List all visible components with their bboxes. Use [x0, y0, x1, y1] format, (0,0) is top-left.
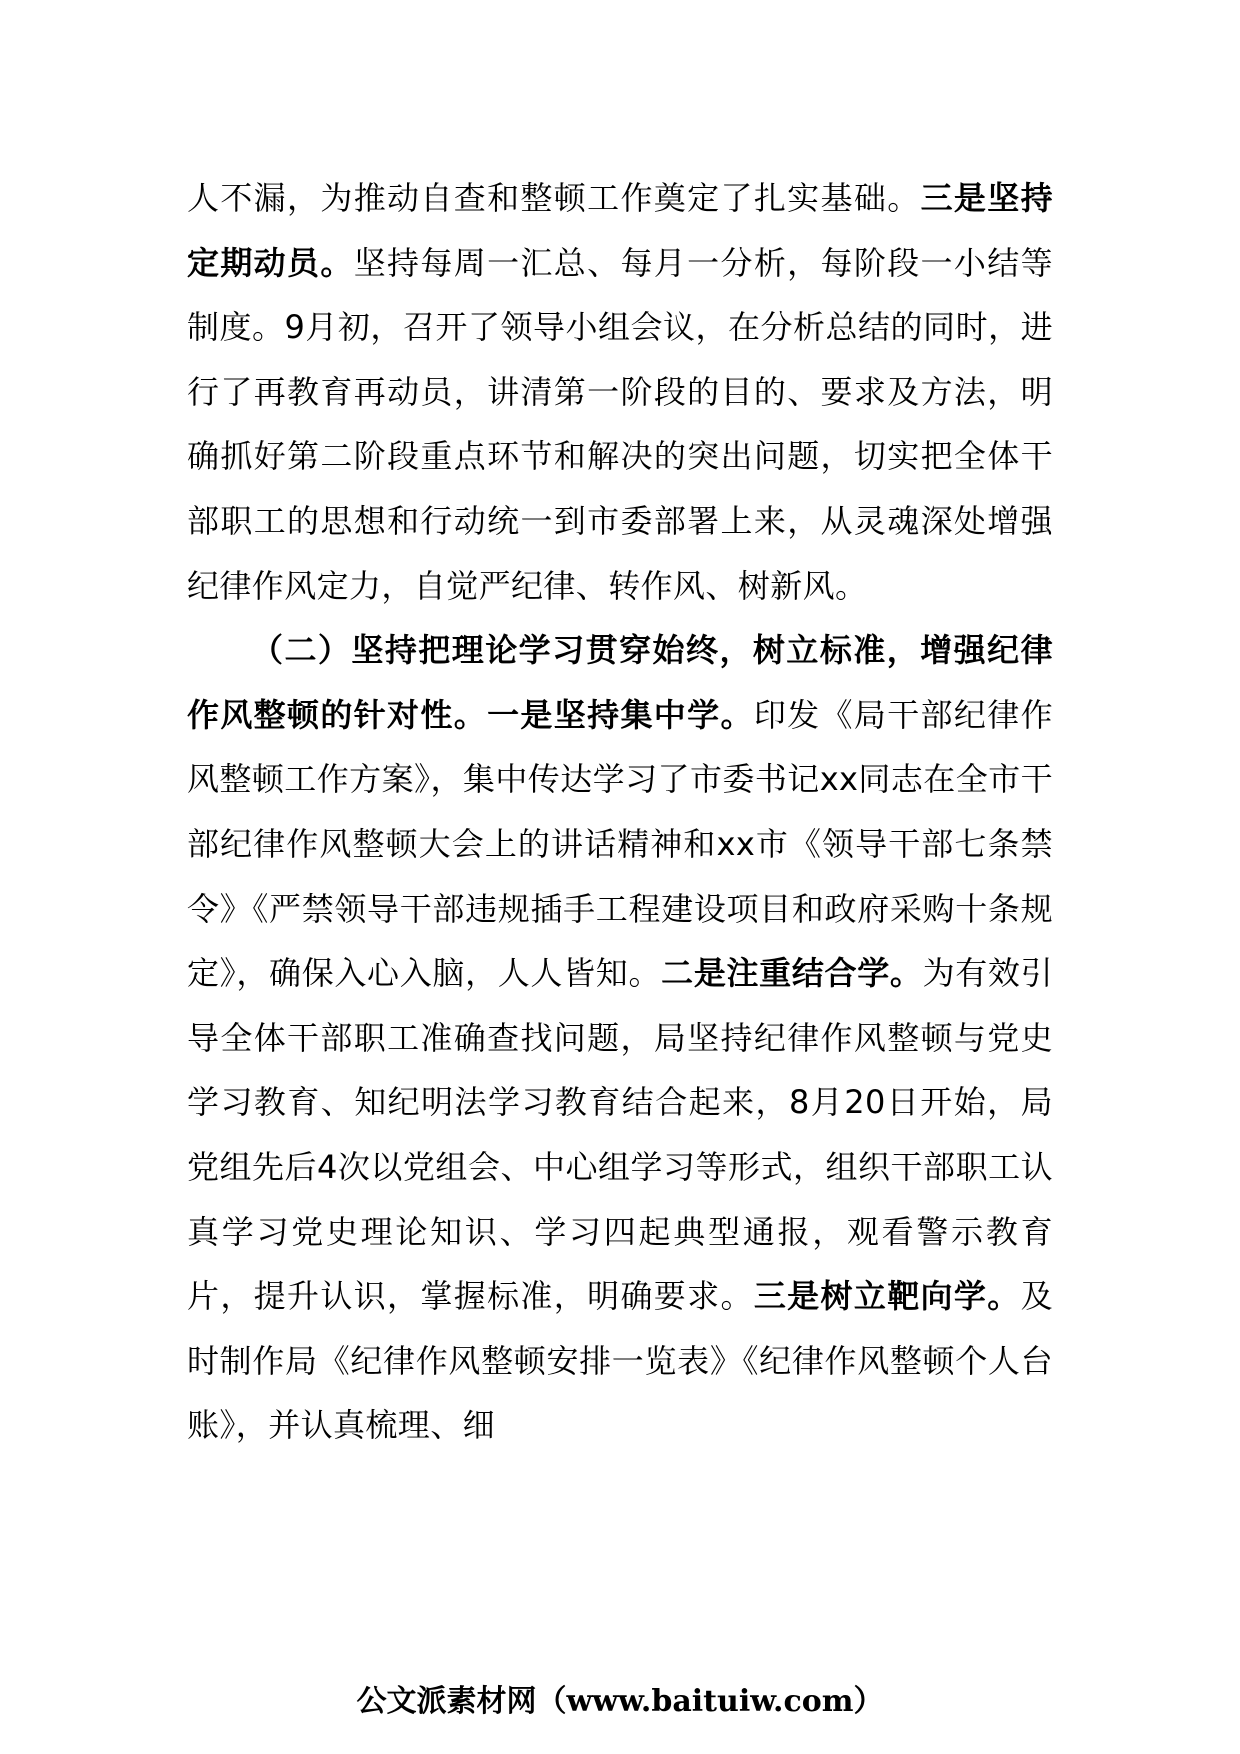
paragraph-1 [187, 166, 1053, 618]
paragraph-2-heading-two: 二是注重结合学。 [661, 954, 923, 993]
paragraph-1-text-2: 坚持每周一汇总、每月一分析，每阶段一小结等制度。9月初，召开了领导小组会议，在分析总结的同时，进行了再教育再动员，讲清第一阶段的目的、要求及方法，明确抓好第二阶段重点环节和解决的突出问题，切实把全体干部职工的思想和行动统一到市委部署上来，从灵魂深处增强纪律作风定力，自觉严纪律、转作风、树新风。 [187, 243, 1053, 605]
paragraph-1-text-1: 人不漏，为推动自查和整顿工作奠定了扎实基础。 [187, 179, 921, 217]
paragraph-2-heading-one: 一是坚持集中学。 [487, 695, 754, 734]
footer-watermark: 公文派素材网（www.baituiw.com） [356, 1684, 884, 1719]
paragraph-1-heading-three: 三是坚持定期动员。 [187, 179, 1053, 282]
paragraph-2 [187, 618, 1053, 1458]
paragraph-2-heading-three: 三是树立靶向学。 [753, 1277, 1021, 1316]
section-heading-two: （二）坚持把理论学习贯穿始终，树立标准，增强纪律作风整顿的针对性。 [187, 631, 1053, 734]
document-body [187, 166, 1053, 1458]
paragraph-2-text-2: 为有效引导全体干部职工准确查找问题，局坚持纪律作风整顿与党史学习教育、知纪明法学习教育结合起来，8月20日开始，局党组先后4次以党组会、中心组学习等形式，组织干部职工认真学习党史理论知识、学习四起典型通报，观看警示教育片，提升认识，掌握标准，明确要求。 [187, 954, 1053, 1316]
paragraph-2-text-1: 印发《局干部纪律作风整顿工作方案》，集中传达学习了市委书记xx同志在全市干部纪律作风整顿大会上的讲话精神和xx市《领导干部七条禁令》《严禁领导干部违规插手工程建设项目和政府采购十条规定》，确保入心入脑，人人皆知。 [187, 695, 1053, 993]
paragraph-2-text-3: 及时制作局《纪律作风整顿安排一览表》《纪律作风整顿个人台账》，并认真梳理、细 [187, 1277, 1053, 1445]
